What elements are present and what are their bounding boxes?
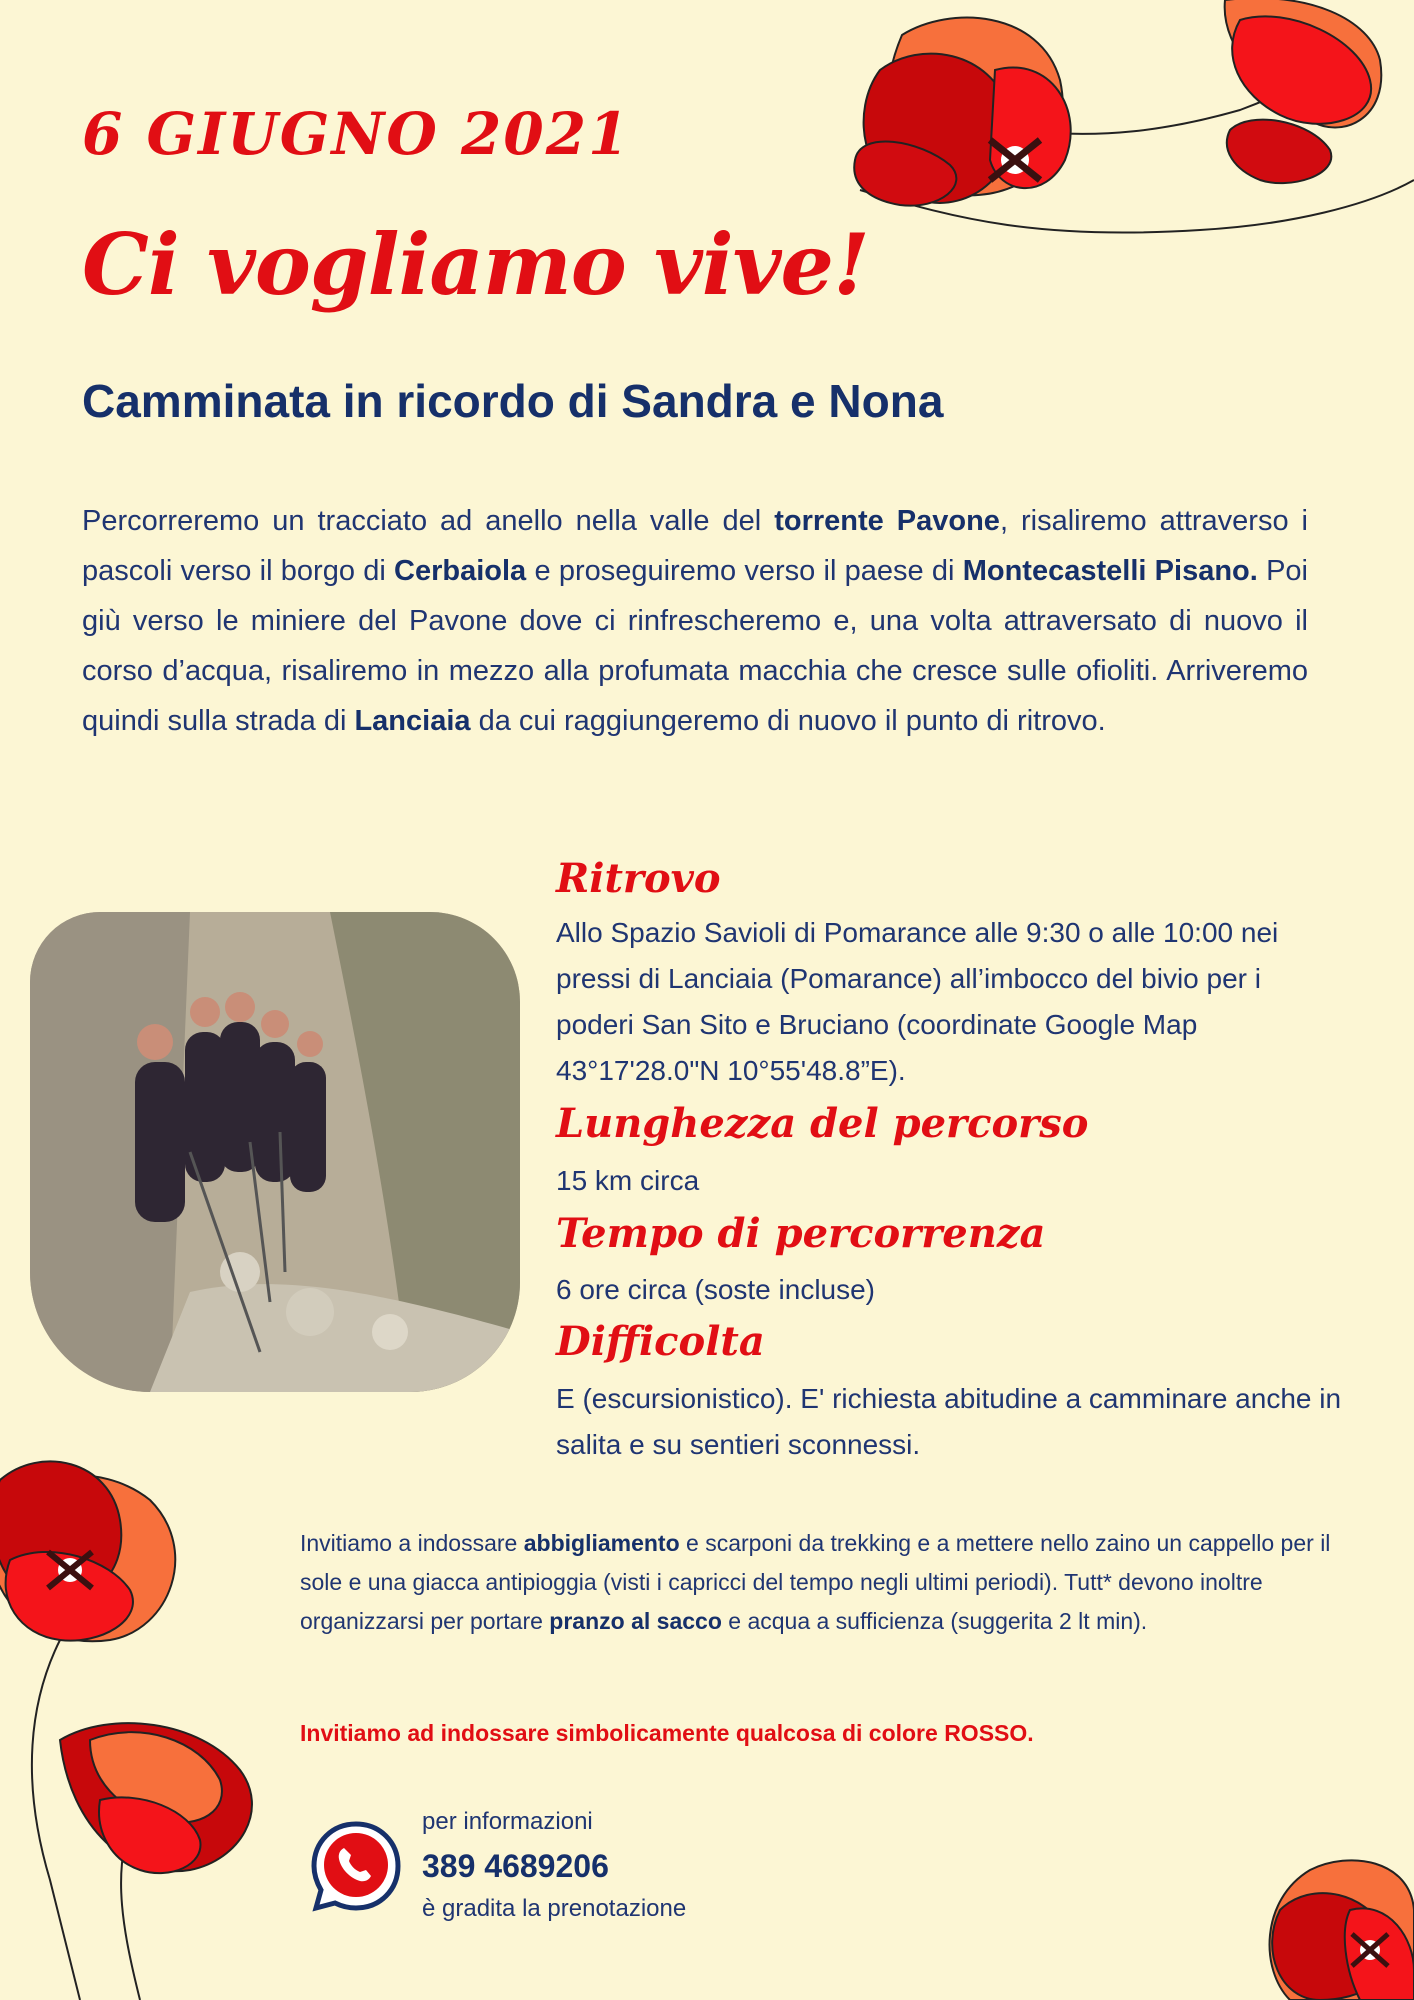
contact-phone[interactable]: 389 4689206 (422, 1848, 609, 1884)
section-body-ritrovo: Allo Spazio Savioli di Pomarance alle 9:30 o alle 10:00 nei pressi di Lanciaia (Pomarance) all’imbocco del bivio per i poderi San Sito e Bruciano (coordinate Google Map 43°17'28.0"N 10°55'48.8”E). (556, 917, 1279, 1086)
notes-text: e acqua a sufficienza (suggerita 2 lt min). (721, 1608, 1148, 1634)
equipment-notes (300, 1524, 1340, 1641)
notes-highlight: pranzo al sacco (549, 1608, 722, 1634)
intro-text: da cui raggiungeremo di nuovo il punto di ritrovo. (470, 705, 1106, 737)
section-title-lunghezza: Lunghezza del percorso (556, 1100, 1089, 1147)
contact-label: per informazioni (422, 1808, 593, 1835)
poppy-bottom-right-decoration (1250, 1850, 1414, 2000)
hikers-photo-illustration (30, 912, 520, 1392)
red-clothing-note: Invitiamo ad indossare simbolicamente qualcosa di colore ROSSO. (300, 1720, 1034, 1746)
intro-text: e proseguiremo verso il paese di (526, 555, 963, 587)
hikers-photo (30, 912, 520, 1392)
section-title-tempo: Tempo di percorrenza (556, 1210, 1046, 1257)
intro-highlight: Cerbaiola (394, 555, 527, 587)
notes-highlight: abbigliamento (523, 1530, 680, 1556)
event-subtitle: Camminata in ricordo di Sandra e Nona (82, 375, 944, 427)
whatsapp-icon[interactable] (308, 1818, 404, 1914)
event-date: 6 GIUGNO 2021 (82, 100, 631, 168)
intro-paragraph (82, 496, 1308, 746)
notes-text: Invitiamo a indossare (300, 1530, 524, 1556)
section-title-difficolta: Difficolta (556, 1318, 765, 1365)
event-headline: Ci vogliamo vive! (82, 215, 869, 314)
intro-text: , risaliremo attraverso i pascoli verso il borgo di (82, 505, 1308, 587)
section-body-lunghezza: 15 km circa (556, 1165, 700, 1196)
notes-text: e scarponi da trekking e a mettere nello zaino un cappello per il sole e una giacca antipioggia (visti i capricci del tempo negli ultimi periodi). Tutt* devono inoltre organizzarsi per portare (300, 1530, 1331, 1634)
booking-note: è gradita la prenotazione (422, 1895, 687, 1922)
intro-text: Percorreremo un tracciato ad anello nella valle del (82, 505, 775, 537)
poppy-top-right-decoration (840, 0, 1414, 300)
intro-highlight: torrente Pavone (774, 505, 1000, 537)
section-title-ritrovo: Ritrovo (556, 855, 721, 902)
poppy-left-decoration (0, 1440, 280, 2000)
section-body-tempo: 6 ore circa (soste incluse) (556, 1274, 876, 1305)
intro-highlight: Lanciaia (354, 705, 471, 737)
section-body-difficolta: E (escursionistico). E' richiesta abitudine a camminare anche in salita e su sentieri sconnessi. (556, 1383, 1342, 1460)
intro-text: Poi giù verso le miniere del Pavone dove ci rinfrescheremo e, una volta attraversato di nuovo il corso d’acqua, risaliremo in mezzo alla profumata macchia che cresce sulle ofioliti. Arriveremo quindi sulla strada di (82, 555, 1308, 737)
intro-highlight: Montecastelli Pisano. (962, 555, 1258, 587)
